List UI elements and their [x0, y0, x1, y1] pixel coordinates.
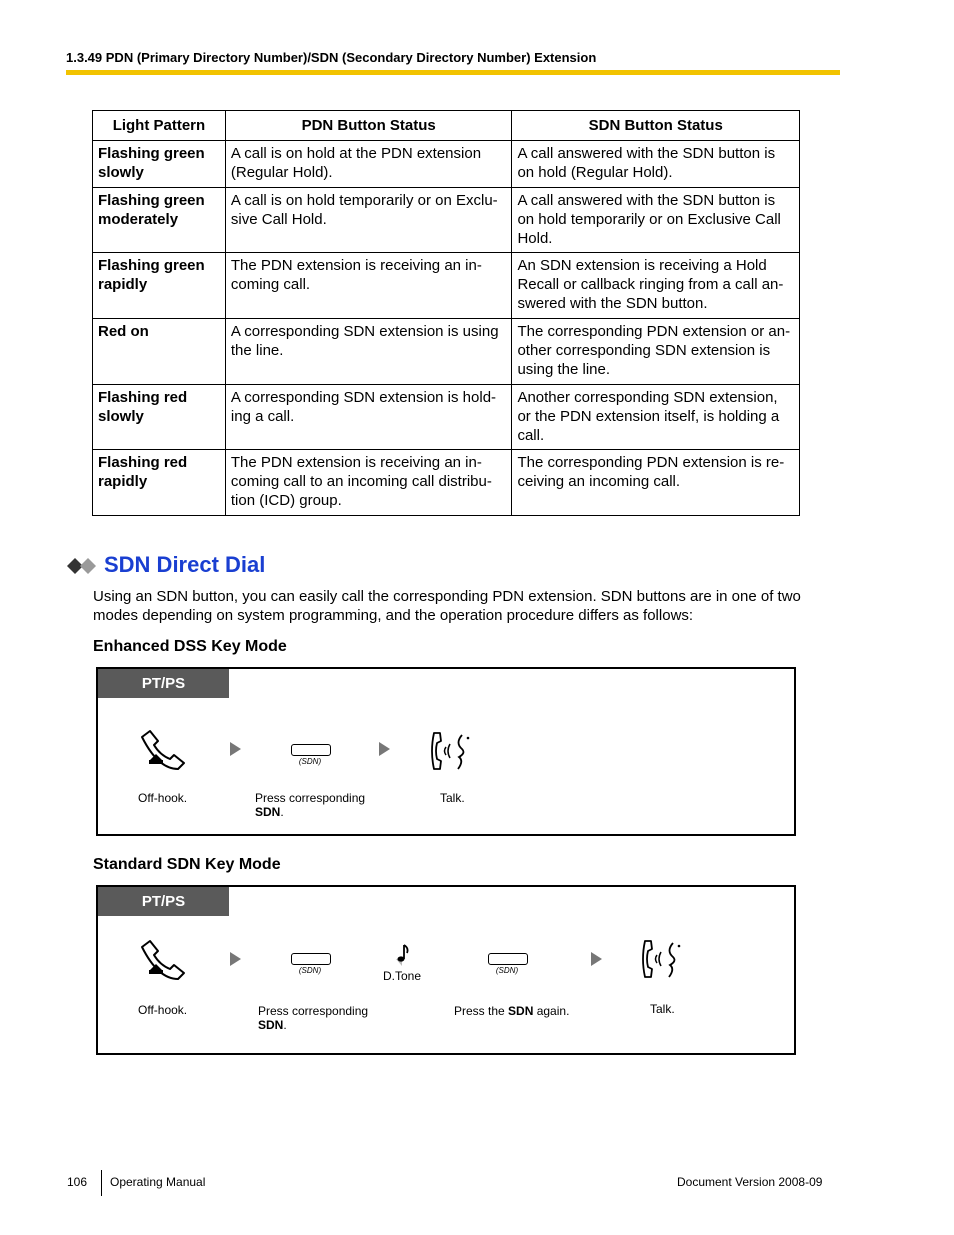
column-header: PDN Button Status: [225, 111, 512, 141]
press-again-suffix: again.: [533, 1004, 570, 1018]
arrow-right-icon: [379, 742, 390, 756]
offhook-label: Off-hook.: [138, 1003, 188, 1017]
footer-document-version: Document Version 2008-09: [677, 1175, 823, 1189]
light-pattern-cell: Flashing red rapidly: [93, 450, 226, 516]
sdn-key-caption: (SDN): [298, 966, 322, 975]
press-sdn-period: .: [283, 1018, 287, 1032]
header-accent-bar: [66, 70, 840, 75]
offhook-handset-icon: [138, 939, 186, 981]
talk-icon: [639, 937, 685, 981]
section-header-title: 1.3.49 PDN (Primary Directory Number)/SDN (Secondary Directory Number) Extension: [66, 50, 597, 65]
offhook-label: Off-hook.: [138, 791, 188, 805]
press-sdn-text: Press corresponding: [255, 791, 366, 805]
table-header-row: [93, 111, 800, 141]
press-sdn-key: SDN: [258, 1018, 284, 1032]
pt-ps-tag: PT/PS: [98, 887, 229, 916]
page-number: 106: [67, 1175, 88, 1189]
arrow-right-icon: [591, 952, 602, 966]
light-pattern-cell: Flashing green moderately: [93, 188, 226, 253]
sdn-key-icon: [488, 953, 528, 965]
table-row: [93, 141, 800, 188]
light-pattern-table: [92, 110, 800, 516]
pdn-status-cell: A call is on hold temporarily or on Exclu-sive Call Hold.: [225, 188, 512, 253]
pdn-status-cell: A call is on hold at the PDN extension (Regular Hold).: [225, 141, 512, 188]
offhook-handset-icon: [138, 729, 186, 771]
sdn-key-icon: [291, 744, 331, 756]
diamond-bullet-icon: [66, 557, 100, 575]
sdn-key-caption: (SDN): [495, 966, 519, 975]
standard-sdn-mode-title: Standard SDN Key Mode: [93, 856, 281, 873]
light-pattern-cell: Flashing red slowly: [93, 385, 226, 450]
press-again-key: SDN: [508, 1004, 534, 1018]
footer-manual-title: Operating Manual: [110, 1175, 206, 1189]
sdn-status-cell: Another corresponding SDN extension, or the PDN extension itself, is holding a call.: [512, 385, 800, 450]
talk-icon: [428, 729, 474, 773]
sdn-key-caption: (SDN): [298, 757, 322, 766]
column-header: SDN Button Status: [512, 111, 800, 141]
table-row: [93, 385, 800, 450]
table-row: [93, 319, 800, 385]
sdn-status-cell: A call answered with the SDN button is on hold temporarily or on Exclusive Call Hold.: [512, 188, 800, 253]
light-pattern-cell: Red on: [93, 319, 226, 385]
sdn-status-cell: An SDN extension is receiving a Hold Recall or callback ringing from a call an-swered with the SDN button.: [512, 253, 800, 319]
pdn-status-cell: A corresponding SDN extension is using the line.: [225, 319, 512, 385]
arrow-right-icon: [230, 742, 241, 756]
standard-sdn-procedure-box: [96, 885, 796, 1055]
footer-divider: [101, 1170, 102, 1196]
sdn-status-cell: The corresponding PDN extension or an-other corresponding SDN extension is using the line.: [512, 319, 800, 385]
pdn-status-cell: A corresponding SDN extension is hold-ing a call.: [225, 385, 512, 450]
pdn-status-cell: The PDN extension is receiving an in-coming call.: [225, 253, 512, 319]
intro-paragraph: Using an SDN button, you can easily call the corresponding PDN extension. SDN buttons are in one of two modes depending on system programming, and the operation procedure differs as follows:: [93, 588, 801, 624]
enhanced-dss-procedure-box: [96, 667, 796, 836]
press-sdn-period: .: [280, 805, 284, 819]
press-sdn-label: [258, 1004, 368, 1032]
column-header: Light Pattern: [93, 111, 226, 141]
table-row: [93, 253, 800, 319]
press-sdn-key: SDN: [255, 805, 281, 819]
press-sdn-label: [255, 791, 365, 819]
pdn-status-cell: The PDN extension is receiving an in-coming call to an incoming call distribu-tion (ICD) group.: [225, 450, 512, 516]
talk-label: Talk.: [650, 1002, 675, 1016]
dial-tone-label: D.Tone: [383, 969, 422, 983]
press-sdn-again-label: [454, 1004, 569, 1018]
sdn-status-cell: The corresponding PDN extension is re-ceiving an incoming call.: [512, 450, 800, 516]
table-row: [93, 188, 800, 253]
table-row: [93, 450, 800, 516]
press-again-prefix: Press the: [454, 1004, 509, 1018]
sdn-status-cell: A call answered with the SDN button is on hold (Regular Hold).: [512, 141, 800, 188]
dial-tone-icon: [394, 943, 410, 967]
pt-ps-tag: PT/PS: [98, 669, 229, 698]
enhanced-dss-mode-title: Enhanced DSS Key Mode: [93, 638, 287, 655]
section-title: SDN Direct Dial: [104, 552, 266, 577]
light-pattern-cell: Flashing green rapidly: [93, 253, 226, 319]
talk-label: Talk.: [440, 791, 465, 805]
arrow-right-icon: [230, 952, 241, 966]
press-sdn-text: Press corresponding: [258, 1004, 369, 1018]
light-pattern-cell: Flashing green slowly: [93, 141, 226, 188]
sdn-key-icon: [291, 953, 331, 965]
